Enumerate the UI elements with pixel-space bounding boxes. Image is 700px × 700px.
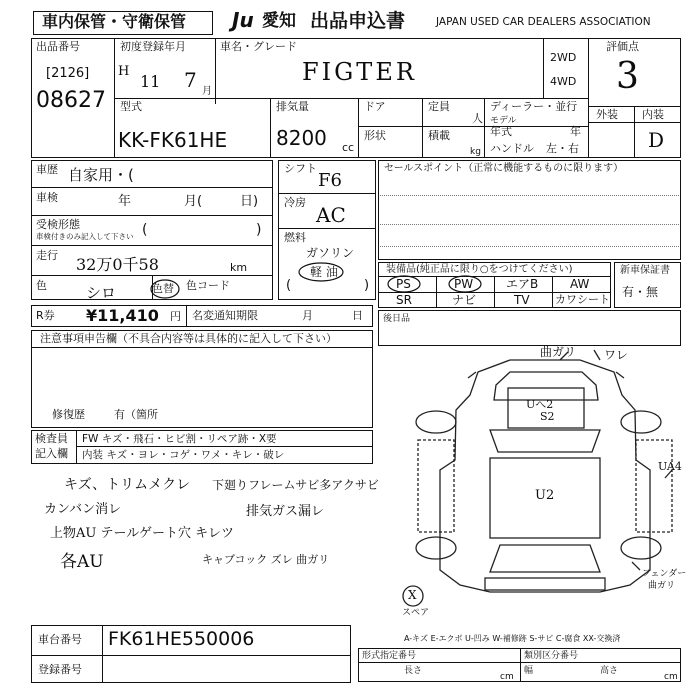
exterior-label: 外装 [596, 108, 618, 121]
inspector-note-1: キズ、トリムメクレ [64, 477, 191, 493]
inspection-month: 月( [184, 194, 203, 209]
rating-label: 評価点 [606, 40, 639, 53]
warranty-value: 有・無 [622, 285, 659, 299]
lot-code: [2126] [46, 66, 90, 81]
history-label: 車歴 [36, 163, 58, 176]
color-change: 色替 [152, 282, 174, 295]
inspection-year: 年 [118, 194, 132, 209]
width-label: 幅 [524, 666, 534, 676]
inspection-label: 車検 [36, 191, 58, 204]
damage-legend: A-キズ E-エクボ U-凹み W-補修跡 S-サビ C-腐食 XX-交換済 [404, 634, 621, 643]
car-name-label: 車名・グレード [220, 40, 297, 53]
mileage-label: 走行 [36, 249, 58, 262]
height-unit: cm [664, 672, 678, 682]
recycle-label: R券 [36, 309, 55, 322]
height-label: 高さ [600, 666, 619, 676]
inspector-note-7: キャブコック ズレ 曲ガリ [202, 553, 330, 566]
notice-month: 月 [302, 309, 313, 322]
diagram-note-ua2: Uへ2 [526, 398, 554, 411]
ju-logo: Ju [232, 8, 254, 32]
registration-month: 7 [184, 68, 197, 92]
lot-number: 08627 [36, 88, 106, 113]
shift-label: シフト [284, 162, 317, 175]
inspector-row-1: FW キズ・飛石・ヒビ割・リペア跡・X要 [82, 433, 277, 445]
diagram-note-crack: ワレ [604, 348, 629, 362]
acceptance-label: 受検形態 [36, 218, 80, 231]
model-year-label-2: 年式 [490, 125, 512, 138]
length-label: 長さ [404, 666, 423, 676]
inspector-note-3: カンバン消レ [44, 502, 122, 517]
model-label: 型式 [120, 100, 142, 113]
inspector-label-2: 記入欄 [35, 447, 68, 460]
notice-label: 名変通知期限 [192, 309, 258, 322]
load-unit: kg [470, 147, 481, 157]
registration-month-unit: 月 [202, 86, 212, 97]
car-name-value: FIGTER [302, 58, 417, 86]
spare-mark: X [408, 588, 417, 602]
association-name: JAPAN USED CAR DEALERS ASSOCIATION [436, 16, 651, 28]
diagram-note-fender-bent: 曲ガリ [648, 581, 676, 591]
inspection-day: 日) [240, 194, 259, 209]
equip-leather-seat: カワシート [555, 293, 610, 306]
equip-airbag: エアB [506, 277, 539, 291]
load-label: 積載 [428, 129, 450, 142]
storage-label: 車内保管・守衛保管 [42, 12, 187, 31]
registration-era: H [118, 64, 130, 79]
drive-4wd: 4WD [550, 75, 577, 88]
chassis-value: FK61HE550006 [108, 628, 255, 650]
interior-value: D [648, 128, 665, 152]
selling-points-label: セールスポイント（正常に機能するものに限ります） [384, 163, 624, 174]
fuel-paren-left: ( [286, 278, 292, 293]
model-year-unit: 年 [570, 125, 581, 138]
model-year-label-1: モデル [490, 116, 517, 126]
inspector-note-4: 排気ガス漏レ [246, 504, 325, 519]
diagram-note-ua4: UA4 [658, 460, 682, 473]
equip-pw: PW [454, 277, 474, 291]
fuel-paren-right: ) [364, 278, 370, 293]
mileage-value: 32万0千58 [76, 255, 159, 274]
drive-2wd: 2WD [550, 51, 577, 64]
handle-label: ハンドル [490, 142, 534, 155]
recycle-unit: 円 [170, 310, 181, 323]
equipment-label: 装備品(純正品に限り○をつけてください) [386, 264, 573, 275]
fuel-value: ガソリン [306, 246, 355, 260]
registration-year: 11 [140, 72, 161, 91]
interior-label: 内装 [642, 108, 664, 121]
displacement-value: 8200 [276, 126, 327, 150]
color-value: シロ [86, 284, 117, 302]
equip-sr: SR [396, 293, 412, 307]
registration-label: 初度登録年月 [120, 40, 186, 53]
diagram-note-bent: 曲ガリ [540, 345, 577, 359]
class-label: 類別区分番号 [524, 651, 579, 661]
seats-label: 定員 [428, 100, 450, 113]
inspector-note-2: 下廻りフレームサビ多アクサビ [212, 478, 379, 492]
color-code-label: 色コード [186, 279, 230, 292]
doors-label: ドア [364, 100, 386, 113]
equip-tv: TV [514, 293, 530, 307]
shift-value: F6 [318, 170, 342, 191]
displacement-label: 排気量 [276, 100, 309, 113]
mileage-unit: km [230, 261, 248, 274]
inspector-note-5: 上物AU テールゲート穴 キレツ [50, 526, 234, 541]
repair-value: 有（箇所 [114, 408, 158, 421]
form-title: 出品申込書 [310, 10, 406, 32]
notice-day: 日 [352, 309, 363, 322]
repair-label: 修復歴 [52, 408, 85, 421]
diagram-note-fender: フェンダー [642, 569, 687, 579]
warranty-label: 新車保証書 [620, 265, 670, 276]
color-label: 色 [36, 279, 47, 292]
recycle-value: ¥11,410 [86, 306, 159, 325]
plate-label: 登録番号 [38, 663, 82, 676]
inspector-note-6: 各AU [60, 552, 104, 572]
rear-item-label: 後日品 [383, 314, 411, 324]
notes-label: 注意事項申告欄（不具合内容等は具体的に記入して下さい） [40, 332, 337, 345]
acceptance-paren-close: ) [256, 222, 262, 238]
seats-unit: 人 [472, 112, 483, 125]
length-unit: cm [500, 672, 514, 682]
type-label: 形式指定番号 [362, 651, 417, 661]
shape-label: 形状 [364, 129, 386, 142]
fuel-diesel: 軽 油 [310, 265, 338, 279]
history-value: 自家用・( [68, 166, 134, 184]
handle-options: 左・右 [546, 142, 579, 155]
inspector-row-2: 内装 キズ・ヨレ・コゲ・ワメ・キレ・破レ [82, 449, 285, 461]
lot-label: 出品番号 [36, 40, 80, 53]
dealer-label: ディーラー・並行 [490, 100, 578, 113]
aircon-value: AC [316, 203, 346, 227]
fuel-label: 燃料 [284, 231, 306, 244]
equip-ps: PS [396, 277, 411, 291]
equip-aw: AW [570, 277, 590, 291]
diagram-note-u2: U2 [535, 488, 555, 503]
acceptance-sub: 車検付きのみ記入して下さい [36, 232, 134, 241]
model-value: KK-FK61HE [118, 128, 228, 152]
rating-value: 3 [616, 56, 639, 97]
diagram-note-s2: S2 [540, 410, 555, 423]
displacement-unit: cc [342, 141, 355, 154]
acceptance-paren-open: ( [142, 222, 148, 238]
inspector-label-1: 検査員 [35, 432, 68, 445]
spare-label: スペア [402, 608, 430, 618]
region-name: 愛知 [262, 11, 296, 31]
aircon-label: 冷房 [284, 196, 306, 209]
chassis-label: 車台番号 [38, 633, 82, 646]
equip-navi: ナビ [452, 293, 477, 307]
